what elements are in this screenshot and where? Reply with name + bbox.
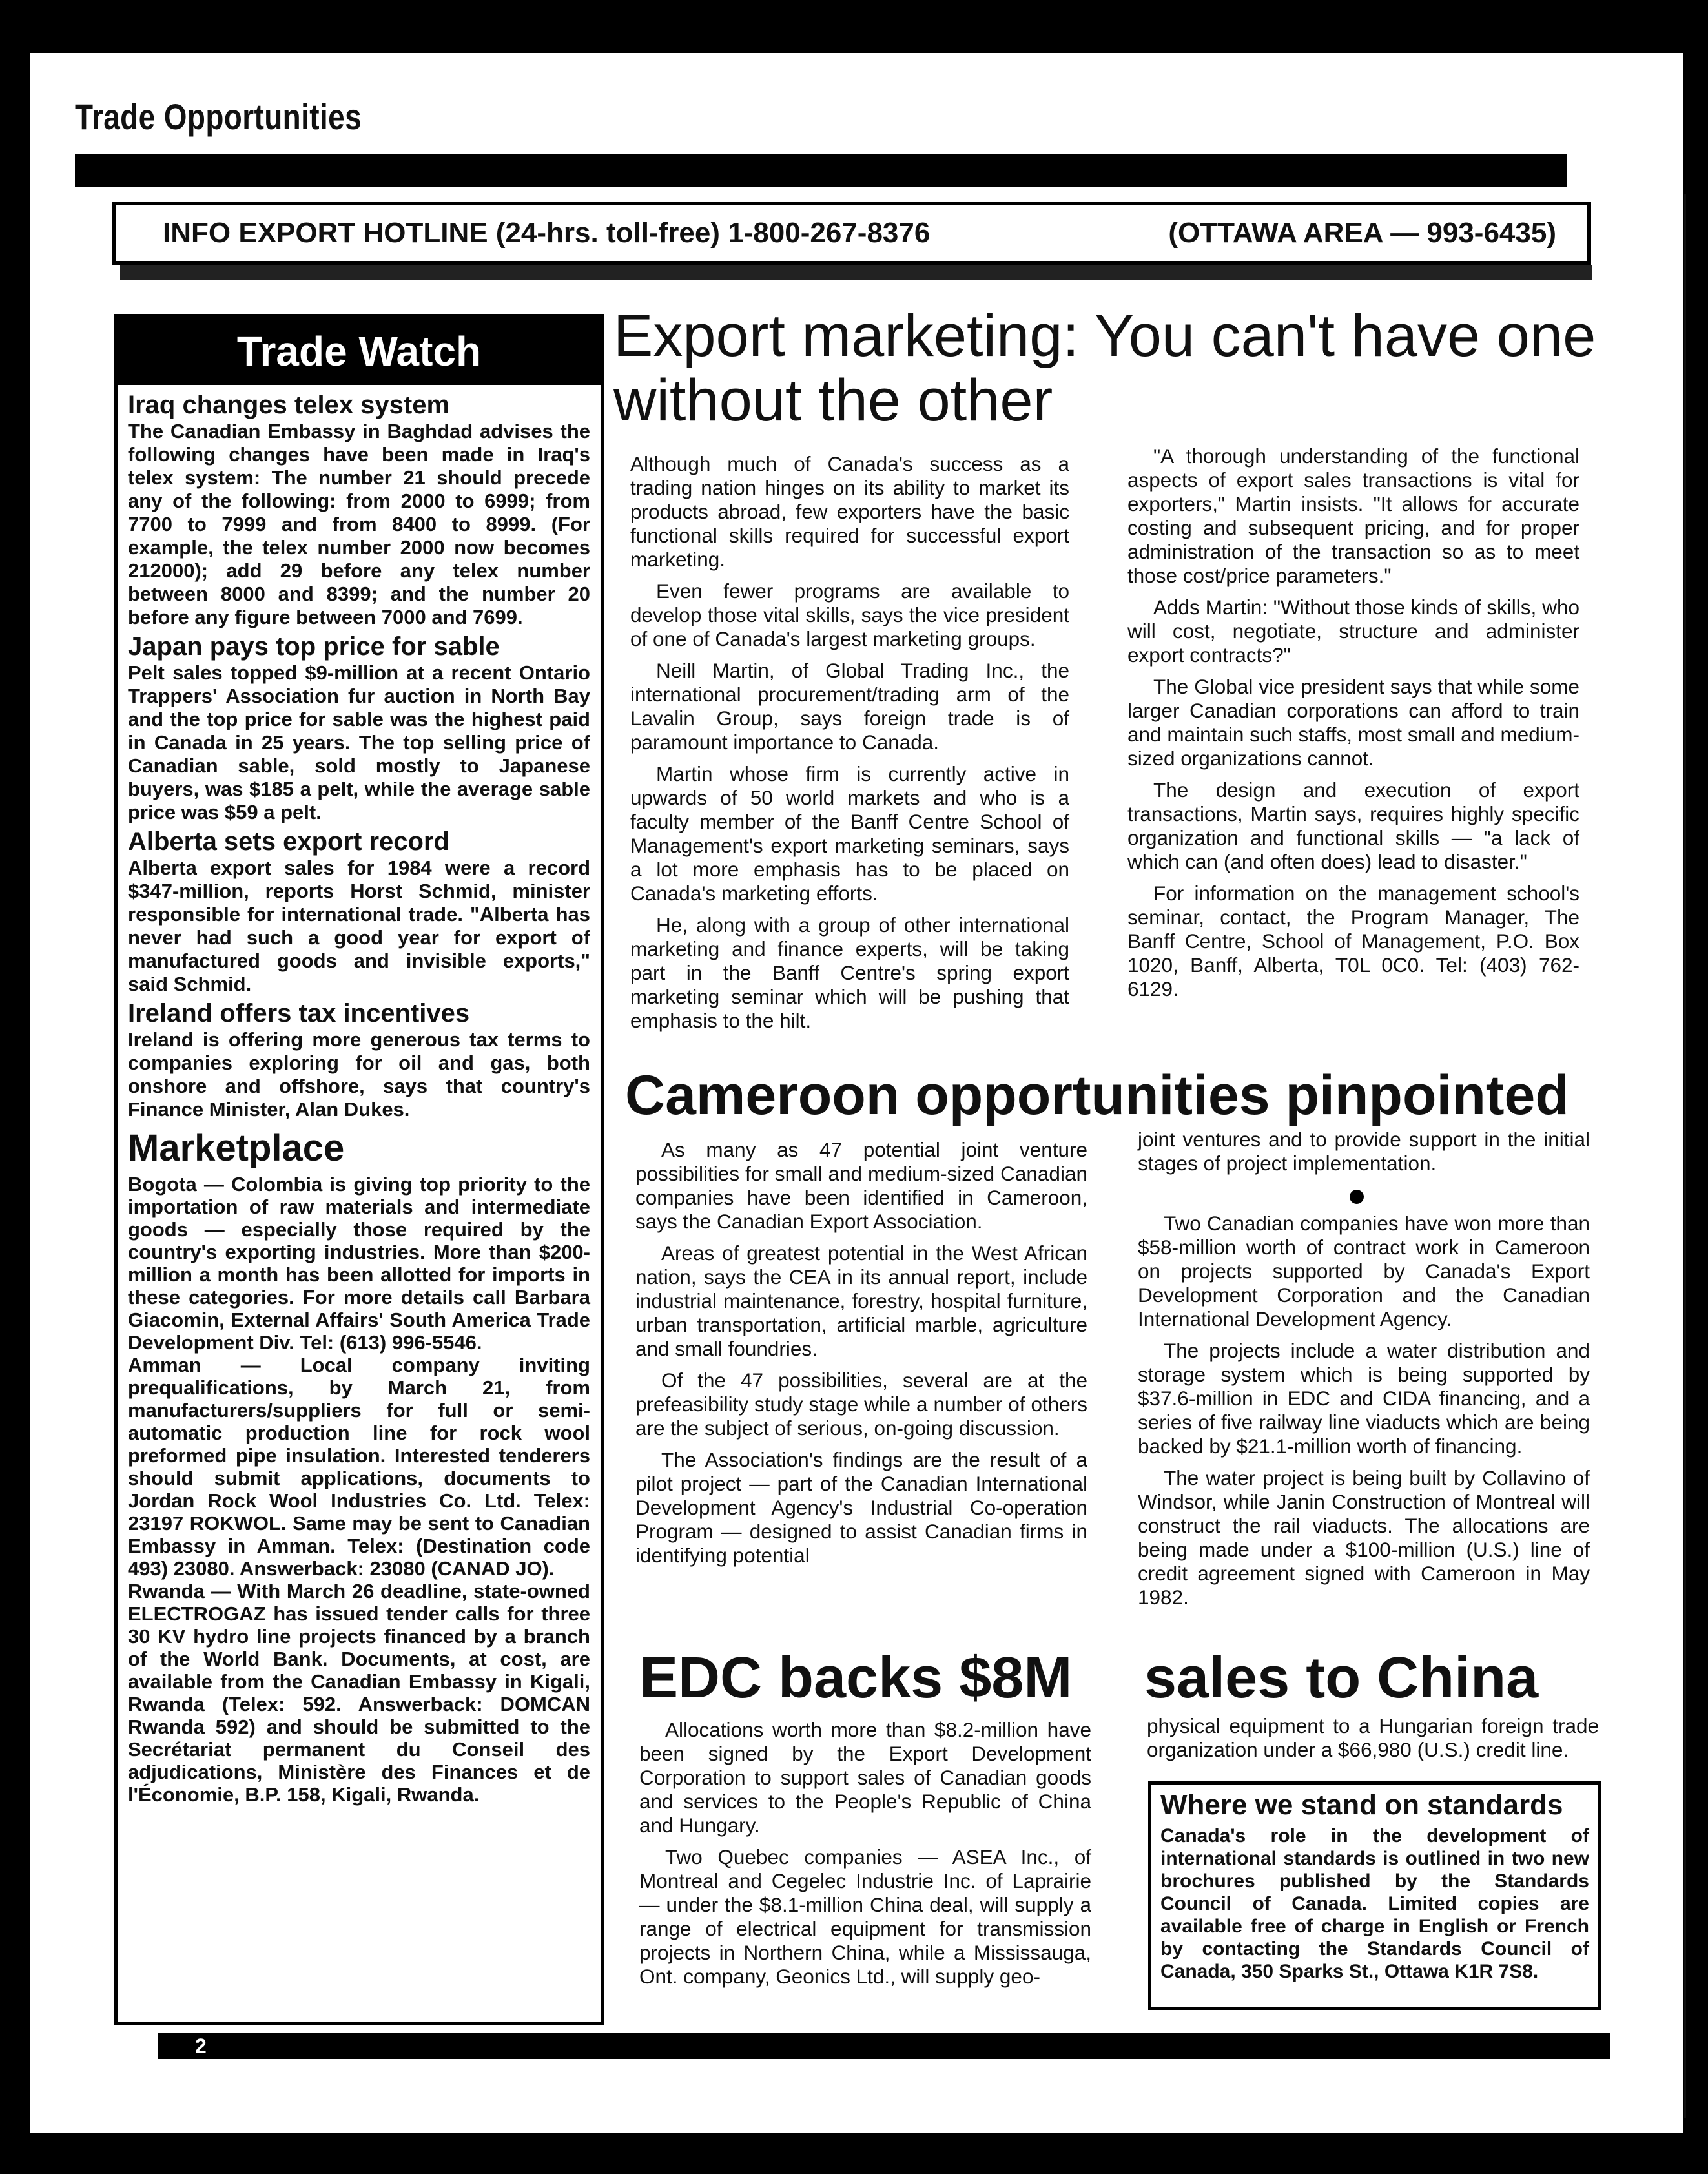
paragraph: Allocations worth more than $8.2-million have been signed by the Export Development Corporation to support sales of Canadian goods and services to the People's Republic of China and Hungary. <box>639 1718 1091 1837</box>
news-item-body: Pelt sales topped $9-million at a recent Ontario Trappers' Association fur auction in North Bay and the top price for sable was the highest paid in Canada in 25 years. The top selling price of Canadian sable, sold mostly to Japanese buyers, was $185 a pelt, while the average sable price was $59 a pelt. <box>128 661 590 823</box>
hotline-number: INFO EXPORT HOTLINE (24-hrs. toll-free) 1-800-267-8376 <box>163 217 931 249</box>
export-marketing-col2 <box>1127 444 1579 1009</box>
scan-edge-line <box>1684 194 1686 2118</box>
paragraph: The projects include a water distribution and storage system which is being supported by $37.6-million in EDC and CIDA financing, and a series of five railway line viaducts which are being backed by $21.1-million worth of financing. <box>1138 1339 1590 1458</box>
cameroon-col2 <box>1138 1128 1590 1617</box>
cameroon-col1 <box>635 1138 1087 1575</box>
trade-watch-body <box>118 385 601 1806</box>
paragraph: The water project is being built by Collavino of Windsor, while Janin Construction of Montreal will construct the rail viaducts. The allocations are being made under a $100-million (U.S.) line of credit agreement signed with Cameroon in May 1982. <box>1138 1466 1590 1609</box>
page-number: 2 <box>195 2034 207 2058</box>
paragraph: Two Canadian companies have won more than $58-million worth of contract work in Cameroon on projects supported by Canada's Export Development Corporation and the Canadian International Development Agency. <box>1138 1212 1590 1330</box>
paragraph: Neill Martin, of Global Trading Inc., the international procurement/trading arm of the Lavalin Group, says foreign trade is of paramount importance to Canada. <box>630 659 1069 754</box>
marketplace-item: Amman — Local company inviting prequalifications, by March 21, from manufacturers/suppliers for full or semi-automatic production line for rock wool preformed pipe insulation. Interested tenderers should submit applications, documents to Jordan Rock Wool Industries Co. Ltd. Telex: 23197 ROKWOL. Same may be sent to Canadian Embassy in Amman. Telex: (Destination code 493) 23080. Answerback: 23080 (CANAD JO). <box>128 1354 590 1580</box>
news-item-heading: Japan pays top price for sable <box>128 632 500 661</box>
edc-col2 <box>1147 1714 1599 1770</box>
paragraph: As many as 47 potential joint venture possibilities for small and medium-sized Canadian companies have been identified in Cameroon, says the Canadian Export Association. <box>635 1138 1087 1233</box>
news-item-heading: Ireland offers tax incentives <box>128 999 470 1028</box>
cameroon-headline: Cameroon opportunities pinpointed <box>625 1064 1569 1126</box>
paragraph: "A thorough understanding of the functional aspects of export sales transactions is vital for exporters," Martin insists. "It allows for accurate costing and subsequent pricing, and for proper administration of the transaction so as to meet those cost/price parameters." <box>1127 444 1579 587</box>
news-item-body: Alberta export sales for 1984 were a record $347-million, reports Horst Schmid, minister responsible for international trade. "Alberta has never had such a good year for export of manufactured goods and invisible exports," said Schmid. <box>128 856 590 995</box>
paragraph: The Association's findings are the result of a pilot project — part of the Canadian International Development Agency's Industrial Co-operation Program — designed to assist Canadian firms in identifying potential <box>635 1448 1087 1567</box>
hotline-banner <box>112 202 1591 265</box>
paragraph: Martin whose firm is currently active in upwards of 50 world markets and who is a faculty member of the Banff Centre School of Management's export marketing seminars, says a lot more emphasis has to be placed on Canada's marketing efforts. <box>630 762 1069 905</box>
footer-bar <box>158 2033 1610 2059</box>
paragraph: Even fewer programs are available to develop those vital skills, says the vice president of one of Canada's largest marketing groups. <box>630 579 1069 650</box>
paragraph: Of the 47 possibilities, several are at the prefeasibility study stage while a number of others are the subject of serious, on-going discussion. <box>635 1369 1087 1440</box>
trade-watch-title: Trade Watch <box>118 318 601 385</box>
paragraph: For information on the management school's seminar, contact, the Program Manager, The Banff Centre, School of Management, P.O. Box 1020, Banff, Alberta, T0L 0C0. Tel: (403) 762-6129. <box>1127 882 1579 1000</box>
paragraph: Areas of greatest potential in the West African nation, says the CEA in its annual report, include industrial maintenance, forestry, hospital furniture, urban transportation, artificial marble, agriculture and small foundries. <box>635 1241 1087 1360</box>
scan-border-top <box>0 0 1708 53</box>
trade-watch-sidebar <box>114 314 604 2025</box>
edc-headline-right: sales to China <box>1144 1646 1539 1710</box>
edc-headline-left: EDC backs $8M <box>639 1646 1073 1710</box>
standards-box <box>1148 1781 1601 2010</box>
export-marketing-headline: Export marketing: You can't have one without the other <box>613 303 1596 433</box>
edc-col1 <box>639 1718 1091 1996</box>
standards-body: Canada's role in the development of international standards is outlined in two new brochures published by the Standards Council of Canada. Limited copies are available free of charge in English or French by contacting the Standards Council of Canada, 350 Sparks St., Ottawa K1R 7S8. <box>1160 1825 1589 1982</box>
paragraph: Two Quebec companies — ASEA Inc., of Montreal and Cegelec Industrie Inc. of Laprairie — under the $8.1-million China deal, will supply a range of electrical equipment for transmission projects in Northern China, while a Mississauga, Ont. company, Geonics Ltd., will supply geo- <box>639 1845 1091 1988</box>
paragraph: joint ventures and to provide support in the initial stages of project implementation. <box>1138 1128 1590 1175</box>
news-item-body: The Canadian Embassy in Baghdad advises the following changes have been made in Iraq's telex system: The number 21 should precede any of the following: from 2000 to 6999; from 7700 to 7999 and from 8400 to 8999. (For example, the telex number 2000 now becomes 212000); add 29 before any telex number between 8000 and 8399; and the number 20 before any figure between 7000 and 7699. <box>128 420 590 628</box>
header-rule <box>75 154 1567 187</box>
bullet-separator <box>1350 1190 1364 1204</box>
hotline-ottawa: (OTTAWA AREA — 993-6435) <box>1168 217 1556 249</box>
standards-heading: Where we stand on standards <box>1160 1789 1563 1821</box>
paragraph: Adds Martin: "Without those kinds of skills, who will cost, negotiate, structure and administer export contracts?" <box>1127 595 1579 667</box>
paragraph: The Global vice president says that while some larger Canadian corporations can afford to train and maintain such staffs, most small and medium-sized organizations cannot. <box>1127 675 1579 770</box>
marketplace-item: Rwanda — With March 26 deadline, state-owned ELECTROGAZ has issued tender calls for three 30 KV hydro line projects financed by a branch of the World Bank. Documents, at cost, are available from the Canadian Embassy in Kigali, Rwanda (Telex: 592. Answerback: DOMCAN Rwanda 592) and should be submitted to the Secrétariat permanent du Conseil des adjudications, Ministère des Finances et de l'Économie, B.P. 158, Kigali, Rwanda. <box>128 1580 590 1806</box>
news-item-heading: Alberta sets export record <box>128 827 449 856</box>
paragraph: physical equipment to a Hungarian foreign trade organization under a $66,980 (U.S.) credit line. <box>1147 1714 1599 1761</box>
paragraph: He, along with a group of other international marketing and finance experts, will be taking part in the Banff Centre's spring export marketing seminar which will be pushing that emphasis to the hilt. <box>630 913 1069 1032</box>
section-title: Trade Opportunities <box>75 96 362 137</box>
paragraph: The design and execution of export transactions, Martin says, requires highly specific organization and functional skills — "a lack of which can (and often does) lead to disaster." <box>1127 778 1579 873</box>
marketplace-title: Marketplace <box>128 1127 345 1169</box>
news-item-body: Ireland is offering more generous tax terms to companies exploring for oil and gas, both onshore and offshore, says that country's Finance Minister, Alan Dukes. <box>128 1028 590 1121</box>
marketplace-item: Bogota — Colombia is giving top priority to the importation of raw materials and intermediate goods — especially those required by the country's exporting industries. More than $200-million a month has been allotted for imports in these categories. For more details call Barbara Giacomin, External Affairs' South America Trade Development Div. Tel: (613) 996-5546. <box>128 1173 590 1354</box>
hotline-shadow <box>120 265 1592 280</box>
export-marketing-col1 <box>630 452 1069 1040</box>
news-item-heading: Iraq changes telex system <box>128 391 450 419</box>
paragraph: Although much of Canada's success as a trading nation hinges on its ability to market its products abroad, few exporters have the basic functional skills required for successful export marketing. <box>630 452 1069 571</box>
